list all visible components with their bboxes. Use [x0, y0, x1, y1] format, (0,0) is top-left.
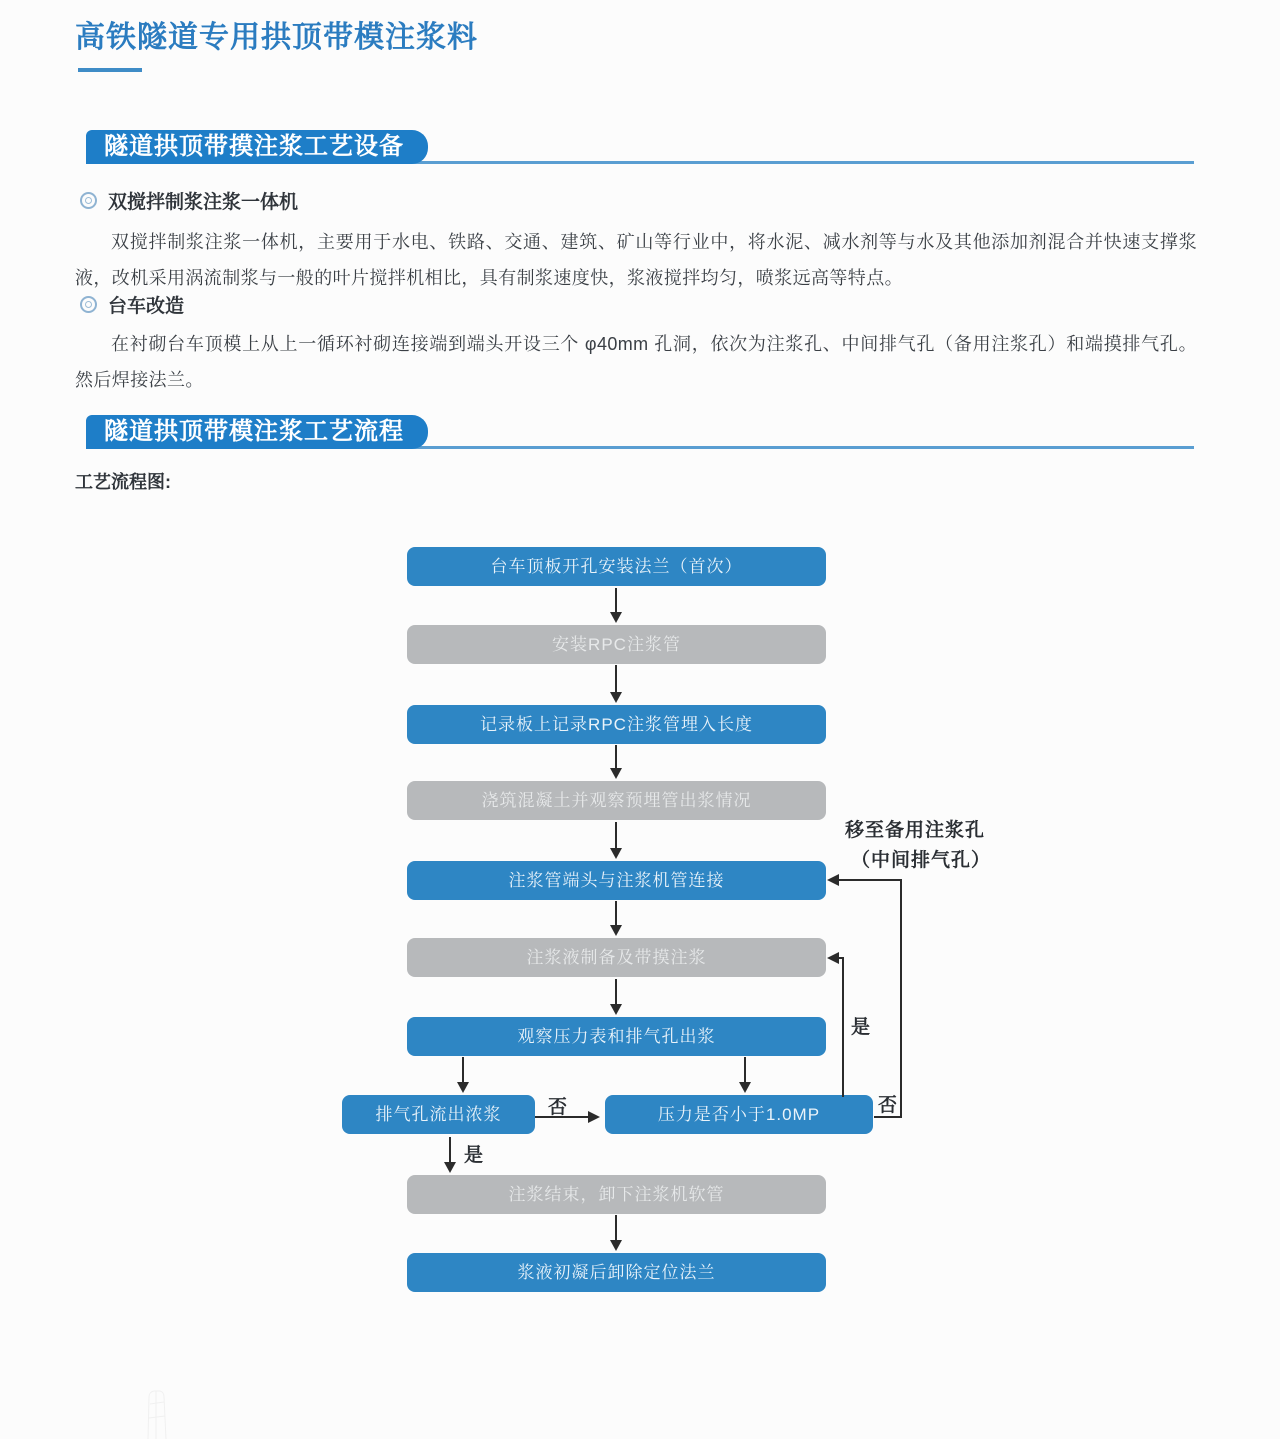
flow-step-pressure-check: 压力是否小于1.0MP: [605, 1095, 873, 1134]
edge-label-no: 否: [548, 1097, 568, 1118]
edge-label-yes: 是: [464, 1145, 484, 1166]
arrow-left-icon: [827, 952, 839, 964]
bullet-body-trolley: 在衬砌台车顶模上从上一循环衬砌连接端到端头开设三个 φ40mm 孔洞，依次为注浆孔、中间排气孔（备用注浆孔）和端摸排气孔。然后焊接法兰。: [75, 334, 1197, 390]
arrow-down-icon: [462, 1057, 464, 1082]
arrow-down-icon: [615, 1215, 617, 1240]
flow-step-observe-gauge: 观察压力表和排气孔出浆: [407, 1017, 826, 1056]
loop-annotation-line1: 移至备用注浆孔: [845, 820, 986, 841]
page-title: 高铁隧道专用拱顶带模注浆料: [75, 21, 478, 54]
bullet-title: 台车改造: [108, 296, 185, 317]
flow-step-install-rpc-pipe: 安装RPC注浆管: [407, 625, 826, 664]
flow-step-drill-flange: 台车顶板开孔安装法兰（首次）: [407, 547, 826, 586]
arrow-down-icon: [615, 588, 617, 612]
section2-heading: 隧道拱顶带模注浆工艺流程: [86, 415, 428, 449]
arrow-left-icon: [827, 874, 839, 886]
loop-annotation-line2: （中间排气孔）: [851, 850, 992, 871]
bullet-item-trolley: [80, 291, 184, 318]
flow-step-pour-concrete: 浇筑混凝土并观察预埋管出浆情况: [407, 781, 826, 820]
bullet-item-mixer: [80, 187, 298, 214]
ring-bullet-icon: [80, 192, 97, 209]
edge-label-yes-loop: 是: [851, 1017, 871, 1038]
loop-no-line: [900, 879, 902, 1118]
ring-bullet-icon: [80, 296, 97, 313]
flow-step-vent-thick-grout: 排气孔流出浓浆: [342, 1095, 535, 1134]
section1-heading: 隧道拱顶带摸注浆工艺设备: [86, 130, 428, 164]
flow-step-connect-pipe: 注浆管端头与注浆机管连接: [407, 861, 826, 900]
arrow-down-icon: [449, 1137, 451, 1162]
watermark-building: [134, 1388, 190, 1439]
arrow-down-icon: [615, 901, 617, 925]
loop-yes-line: [842, 957, 844, 1097]
figure-label: 工艺流程图:: [75, 472, 171, 492]
arrow-down-icon: [615, 745, 617, 768]
edge-label-no-loop: 否: [878, 1095, 898, 1116]
flow-step-remove-flange: 浆液初凝后卸除定位法兰: [407, 1253, 826, 1292]
title-underline: [78, 68, 142, 72]
bullet-title: 双搅拌制浆注浆一体机: [108, 192, 299, 213]
arrow-down-icon: [615, 822, 617, 848]
arrow-right-icon: [588, 1111, 600, 1123]
flow-step-prepare-grout: 注浆液制备及带摸注浆: [407, 938, 826, 977]
bullet-body-mixer: 双搅拌制浆注浆一体机，主要用于水电、铁路、交通、建筑、矿山等行业中，将水泥、减水剂等与水及其他添加剂混合并快速支撑浆液，改机采用涡流制浆与一般的叶片搅拌机相比，具有制浆速度快，浆液搅拌均匀，喷浆远高等特点。: [75, 232, 1197, 288]
arrow-down-icon: [744, 1057, 746, 1082]
arrow-down-icon: [615, 665, 617, 692]
flow-step-end-grouting: 注浆结束，卸下注浆机软管: [407, 1175, 826, 1214]
loop-no-line: [838, 879, 902, 881]
arrow-down-icon: [615, 979, 617, 1004]
flow-step-record-length: 记录板上记录RPC注浆管埋入长度: [407, 705, 826, 744]
